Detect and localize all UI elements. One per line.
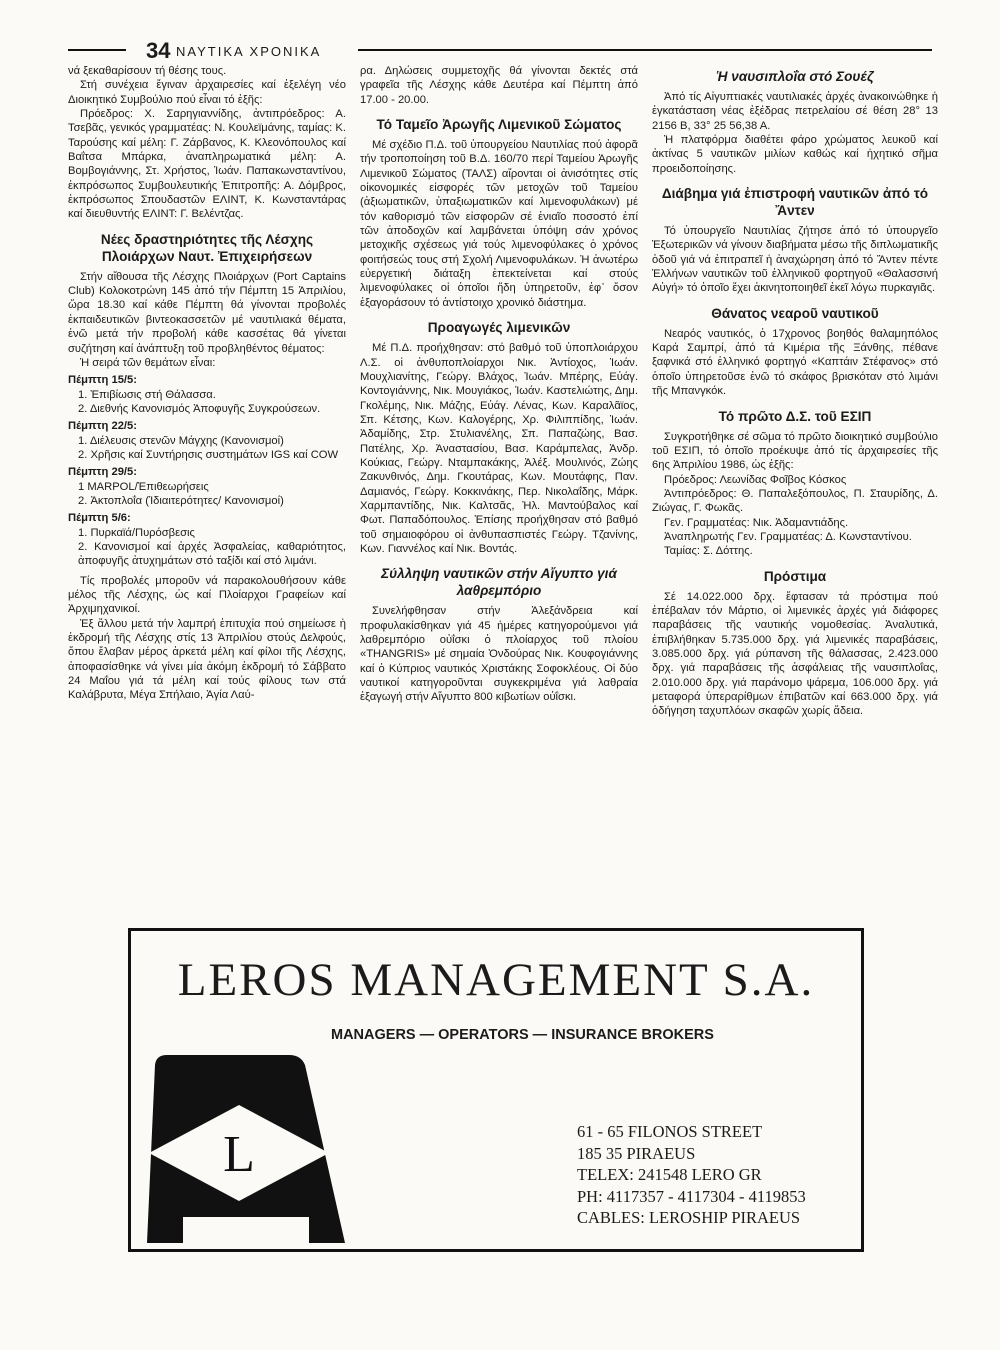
article-heading: Σύλληψη ναυτικῶν στήν Αἴγυπτο γιά λαθρεμπόριο [381,566,617,599]
paragraph: Στήν αἴθουσα τῆς Λέσχης Πλοιάρχων (Port Captains Club) Κολοκοτρώνη 145 ἀπό τήν Πέμπτη 15 Ἀπριλίου, ὥρα 18.30 καί κάθε Πέμπτη θά γίνονται προβολές ἐκπαιδευτικῶν βιντεοκασσετῶν μέ ναυτιλιακά θέματα, ἐνῶ μετά τήν προβολή κάθε κασσέτας θά γίνεται συζήτηση καί ἀνάπτυξη τοῦ προβληθέντος θέματος: [68,270,346,355]
paragraph: Ἀντιπρόεδρος: Θ. Παπαλεξόπουλος, Π. Σταυρίδης, Δ. Ζιώγας, Γ. Φωκᾶς. [652,487,938,515]
ad-services: MANAGERS — OPERATORS — INSURANCE BROKERS [331,1027,714,1043]
paragraph: Ἐξ ἄλλου μετά τήν λαμπρή ἐπιτυχία πού σημείωσε ἡ ἐκδρομή τῆς Λέσχης στίς 13 Ἀπριλίου στούς Δελφούς, ὅπου ἔλαβαν μέρος ἀρκετά μέλη καί φίλοι τῆς Λέσχης, ἀποφασίσθηκε νά γίνει μία ἀκόμη ἐκδρομή τό Σάββατο 24 Μαΐου γιά τά μέλη καί τούς φίλους των στά Καλάβρυτα, Μέγα Σπήλαιο, Ἁγία Λαύ- [68,617,346,702]
article-heading: Διάβημα γιά ἐπιστροφή ναυτικῶν ἀπό τό Ἄντεν [661,186,929,219]
schedule-item: 1. Ἐπιβίωσις στή Θάλασσα. [78,388,216,401]
article-heading: Θάνατος νεαροῦ ναυτικοῦ [711,305,879,321]
paragraph: Συγκροτήθηκε σέ σῶμα τό πρῶτο διοικητικό συμβούλιο τοῦ ΕΣΙΠ, τό ὁποῖο προέκυψε ἀπό τίς ἀρχαιρεσίες τῆς 6ης Ἀπριλίου 1986, ὡς ἑξῆς: [652,430,938,472]
paragraph: Γεν. Γραμματέας: Νικ. Ἀδαμαντιάδης. [664,516,849,529]
article-heading: Τό πρῶτο Δ.Σ. τοῦ ΕΣΙΠ [718,408,872,424]
logo-letter: L [223,1126,255,1183]
schedule-item: 2. Διεθνής Κανονισμός Ἀποφυγῆς Συγκρούσεων. [78,402,321,415]
schedule-item: 1. Διέλευσις στενῶν Μάγχης (Κανονισμοί) [78,434,284,447]
ad-company-name: LEROS MANAGEMENT S.A. [177,954,815,1006]
schedule-day: Πέμπτη 22/5: [68,420,137,433]
leros-advertisement [128,928,864,1252]
article-heading: Προαγωγές λιμενικῶν [427,320,571,336]
schedule-day: Πέμπτη 15/5: [68,374,137,387]
page-header [68,40,932,62]
magazine-title: ΝΑΥΤΙΚΑ ΧΡΟΝΙΚΑ [176,44,322,59]
paragraph: Ἡ σειρά τῶν θεμάτων εἶναι: [80,356,216,369]
ad-phone: PH: 4117357 - 4117304 - 4119853 [577,1186,806,1206]
schedule-item: 2. Ἀκτοπλοΐα (Ἰδιαιτερότητες/ Κανονισμοί) [78,494,284,507]
ad-address-line: 185 35 PIRAEUS [577,1143,696,1163]
paragraph: Μέ σχέδιο Π.Δ. τοῦ ὑπουργείου Ναυτιλίας πού ἀφορᾶ τήν τροποποίηση τοῦ Β.Δ. 160/70 περί Ταμείου Ἀρωγῆς Λιμενικοῦ Σώματος (ΤΑΛΣ) αἴρονται οἱ ἀνισότητες στίς οἰκονομικές εἰσφορές τῶν μετοχῶν τοῦ Ταμείου (ἀξιωματικῶν, ὑπαξιωματικῶν καί λιμενοφυλάκων) μέ τόν καθορισμό τῶν εἰσφορῶν σέ ἑνιαῖο ποσοστό ἐπί τῶν ἀποδοχῶν καί λαμβάνεται ὑπόψη σάν χρόνος μετοχικῆς σχέσεως γιά τούς λιμενοφύλακες ὁ χρόνος φοιτήσεώς τους στή Σχολή Λιμενοφυλάκων. Ἡ ἀνωτέρω εὐεργετική διάταξη ἐπεκτείνεται καί στούς λιμενοφύλακες οἱ ὁποῖοι ἤδη ὑπηρετοῦν, ἐφ᾽ ὅσον ἐξαγοράσουν τό ἀντίστοιχο χρονικό διάστημα. [360,139,638,309]
ad-cables: CABLES: LEROSHIP PIRAEUS [577,1208,801,1227]
schedule-item: 1 MARPOL/Ἐπιθεωρήσεις [78,480,209,493]
schedule-item: 2. Χρῆσις καί Συντήρησις συστημάτων IGS καί COW [78,448,339,461]
ad-address-line: 61 - 65 FILONOS STREET [577,1122,763,1141]
paragraph: Πρόεδρος: Λεωνίδας Φοῖβος Κόσκος [664,473,847,486]
column-3 [652,64,938,719]
page-number: 34 [146,38,171,63]
paragraph: Σέ 14.022.000 δρχ. ἔφτασαν τά πρόστιμα πού ἐπέβαλαν τόν Μάρτιο, οἱ λιμενικές ἀρχές γιά διάφορες παραβάσεις τῆς ναυτικής νομοθεσίας. Ἀναλυτικά, ἐπιβλήθηκαν 5.735.000 δρχ. γιά λιμενικές παραβάσεις, 3.085.000 δρχ. γιά ρύπανση τῆς θάλασσας, 2.423.000 δρχ. γιά παραβάσεις τῆς ἀσφάλειας τῆς ναυσιπλοΐας, 2.010.000 δρχ. γιά παράνομο ψάρεμα, 106.000 δρχ. γιά μεταφορά ὑπεραρίθμων ἐπιβατῶν καί 663.000 δρχ. γιά ὁδήγηση ταχυπλόων σκαφῶν χωρίς ἄδεια. [652,590,938,718]
schedule-day: Πέμπτη 29/5: [68,466,137,479]
column-1 [68,64,346,703]
paragraph: Ἀναπληρωτής Γεν. Γραμματέας: Δ. Κωνσταντίνου. [664,530,912,543]
paragraph: Τό ὑπουργεῖο Ναυτιλίας ζήτησε ἀπό τό ὑπουργεῖο Ἐξωτερικῶν νά γίνουν διαβήματα μέσω τῆς διπλωματικῆς ὁδοῦ γιά νά ἐπιτραπεῖ ἡ ἀναχώρηση ἀπό τό Ἄντεν πέντε Ἑλλήνων ναυτικῶν τοῦ ἑλληνικοῦ φορτηγοῦ «Θαλασσινή Αὐγή» τό ὁποῖο ἔχει ἀκινητοποιηθεῖ ἐκεῖ λόγω πυρκαγιᾶς. [652,225,938,295]
header-rule-right [358,49,932,51]
schedule-item: 2. Κανονισμοί καί ἀρχές Ἀσφαλείας, καθαριότητος, ἀποφυγῆς ἀτυχημάτων στό ταξίδι καί στό λιμάνι. [78,540,346,568]
paragraph: Νεαρός ναυτικός, ὁ 17χρονος βοηθός θαλαμηπόλος Καρά Σαμπρί, ἀπό τά Κιμέρια τῆς Ξάνθης, πέθανε ξαφνικά στό ἑλληνικό φορτηγό «Καπτάιν Στέφανος» στό ὁποῖο ὑπηρετοῦσε ἐνῶ τό σκάφος βρισκόταν στό λιμάνι τῆς Μπανγκόκ. [652,327,938,398]
schedule-item: 1. Πυρκαϊά/Πυρόσβεσις [78,526,195,539]
paragraph: Στή συνέχεια ἔγιναν ἀρχαιρεσίες καί ἐξελέγη νέο Διοικητικό Συμβούλιο πού εἶναι τό ἑξῆς: [68,79,346,106]
schedule-day: Πέμπτη 5/6: [68,512,131,525]
paragraph: Μέ Π.Δ. προήχθησαν: στό βαθμό τοῦ ὑποπλοιάρχου Λ.Σ. οἱ ἀνθυποπλοίαρχοι Νικ. Ἀντίοχος, Ἰωάν. Μουχλιανίτης, Γεώργ. Βλάχος, Ἰωάν. Μπέρης, Εὐάγ. Κοντογιάννης, Νικ. Μουγιάκος, Ἰωάν. Καστελιώτης, Δημ. Γκολέμης, Νικ. Μάζης, Εὐάγ. Λένας, Κων. Καραλᾶϊος, Σπ. Κέτσης, Κων. Καλογέρης, Χρ. Φιλιππίδης, Ἰωάν. Ἀδαμίδης, Στρ. Στυλιανέλης, Σπ. Παπαζώης, Βασ. Πατέλης, Χρ. Ἀναστασίου, Βασ. Καράμπελας, Ἀνδρ. Κούκιας, Γεώργ. Νταμπακάκης, Ἀλέξ. Μουλινός, Ζώης Ζακυνθινός, Δημ. Γκουτάρας, Κων. Μουτάφης, Παν. Δαμιανός, Γεώργ. Κοκκινάκης, Περ. Νικολαΐδης, Μάρκ. Χαρμπαντίδης, Νικ. Καλτσᾶς, Ἠλ. Μαντούβαλος καί Φωτ. Παπαδόπουλος. Ἐπίσης προήχθησαν στό βαθμό τοῦ σημαιοφόρου οἱ ἀνθυπασπιστές Γεώργ. Τζανίνης, Κων. Γιαννέλος καί Νικ. Βοντάς. [360,342,638,555]
article-heading: Ἡ ναυσιπλοΐα στό Σουέζ [716,69,874,84]
paragraph: Ἡ πλατφόρμα διαθέτει φάρο χρώματος λευκοῦ καί ἀκτίνας 5 ναυτικῶν μιλίων καθώς καί ἠχητικό σῆμα προειδοποίησης. [652,134,938,175]
ad-address [577,1121,806,1229]
paragraph: Πρόεδρος: Χ. Σαρηγιαννίδης, ἀντιπρόεδρος: Α. Τσεβᾶς, γενικός γραμματέας: Ν. Κουλεϊμάνης, ταμίας: Κ. Ταρούσης καί μέλη: Γ. Ζάρβανος, Κ. Κλεονόπουλος καί Βαΐτσα Μπάρκα, ἀναπληρωματικά μέλη: Α. Βομβογιάννης, Στ. Χρήστος, Ἰωάν. Παπακωνσταντίνου, ἐκπρόσωπος Συμβουλευτικής Ἐπιτροπῆς: Α. Δόμβρος, ἐκπρόσωπος Σπουδαστῶν ΕΛΙΝΤ, Κ. Κωνσταντάρας καί διευθυντής ΕΛΙΝΤ: Γ. Βελέντζας. [68,108,346,221]
column-2 [360,64,638,705]
paragraph: Συνελήφθησαν στήν Ἀλεξάνδρεια καί προφυλακίσθηκαν γιά 45 ἡμέρες κατηγορούμενοι γιά λαθρεμπόριο οὐΐσκι ὁ πλοίαρχος τοῦ πλοίου «THANGRIS» μέ σημαία Ὀνδούρας Νικ. Κουφογιάννης καί ὁ Κύπριος ναυτικός Χριστάκης Σοφοκλέους. Οἱ δύο ναυτικοί κατηγοροῦνται συγκεκριμένα γιά λαθραία ἐξαγωγή στήν Αἴγυπτο 800 κιβωτίων οὐΐσκι. [360,605,638,704]
paragraph: Τίς προβολές μποροῦν νά παρακολουθήσουν κάθε μέλος τῆς Λέσχης, ὡς καί Πλοίαρχοι Γραφείων καί Ἀρχιμηχανικοί. [68,574,346,616]
header-rule-left [68,49,126,51]
article-heading: Πρόστιμα [763,568,827,584]
ad-telex: TELEX: 241548 LERO GR [577,1165,762,1184]
paragraph: Ταμίας: Σ. Δόττης. [664,545,753,558]
paragraph: ρα. Δηλώσεις συμμετοχῆς θά γίνονται δεκτές στά γραφεῖα τῆς Λέσχης κάθε Δευτέρα καί Πέμπτη ἀπό 17.00 - 20.00. [360,65,638,106]
paragraph: Ἀπό τίς Αἰγυπτιακές ναυτιλιακές ἀρχές ἀνακοινώθηκε ἡ ἐγκατάσταση νέας ἐξέδρας πετρελαίου σέ θέση 28° 13 2156 Β, 33° 25 56,38 Α. [652,91,938,132]
paragraph: νά ξεκαθαρίσουν τή θέσης τους. [68,65,227,77]
leros-logo-icon [139,1049,353,1245]
article-heading: Τό Ταμεῖο Ἀρωγῆς Λιμενικοῦ Σώματος [376,117,622,133]
article-heading: Νέες δραστηριότητες τῆς Λέσχης Πλοιάρχων Ναυτ. Ἐπιχειρήσεων [100,231,314,264]
